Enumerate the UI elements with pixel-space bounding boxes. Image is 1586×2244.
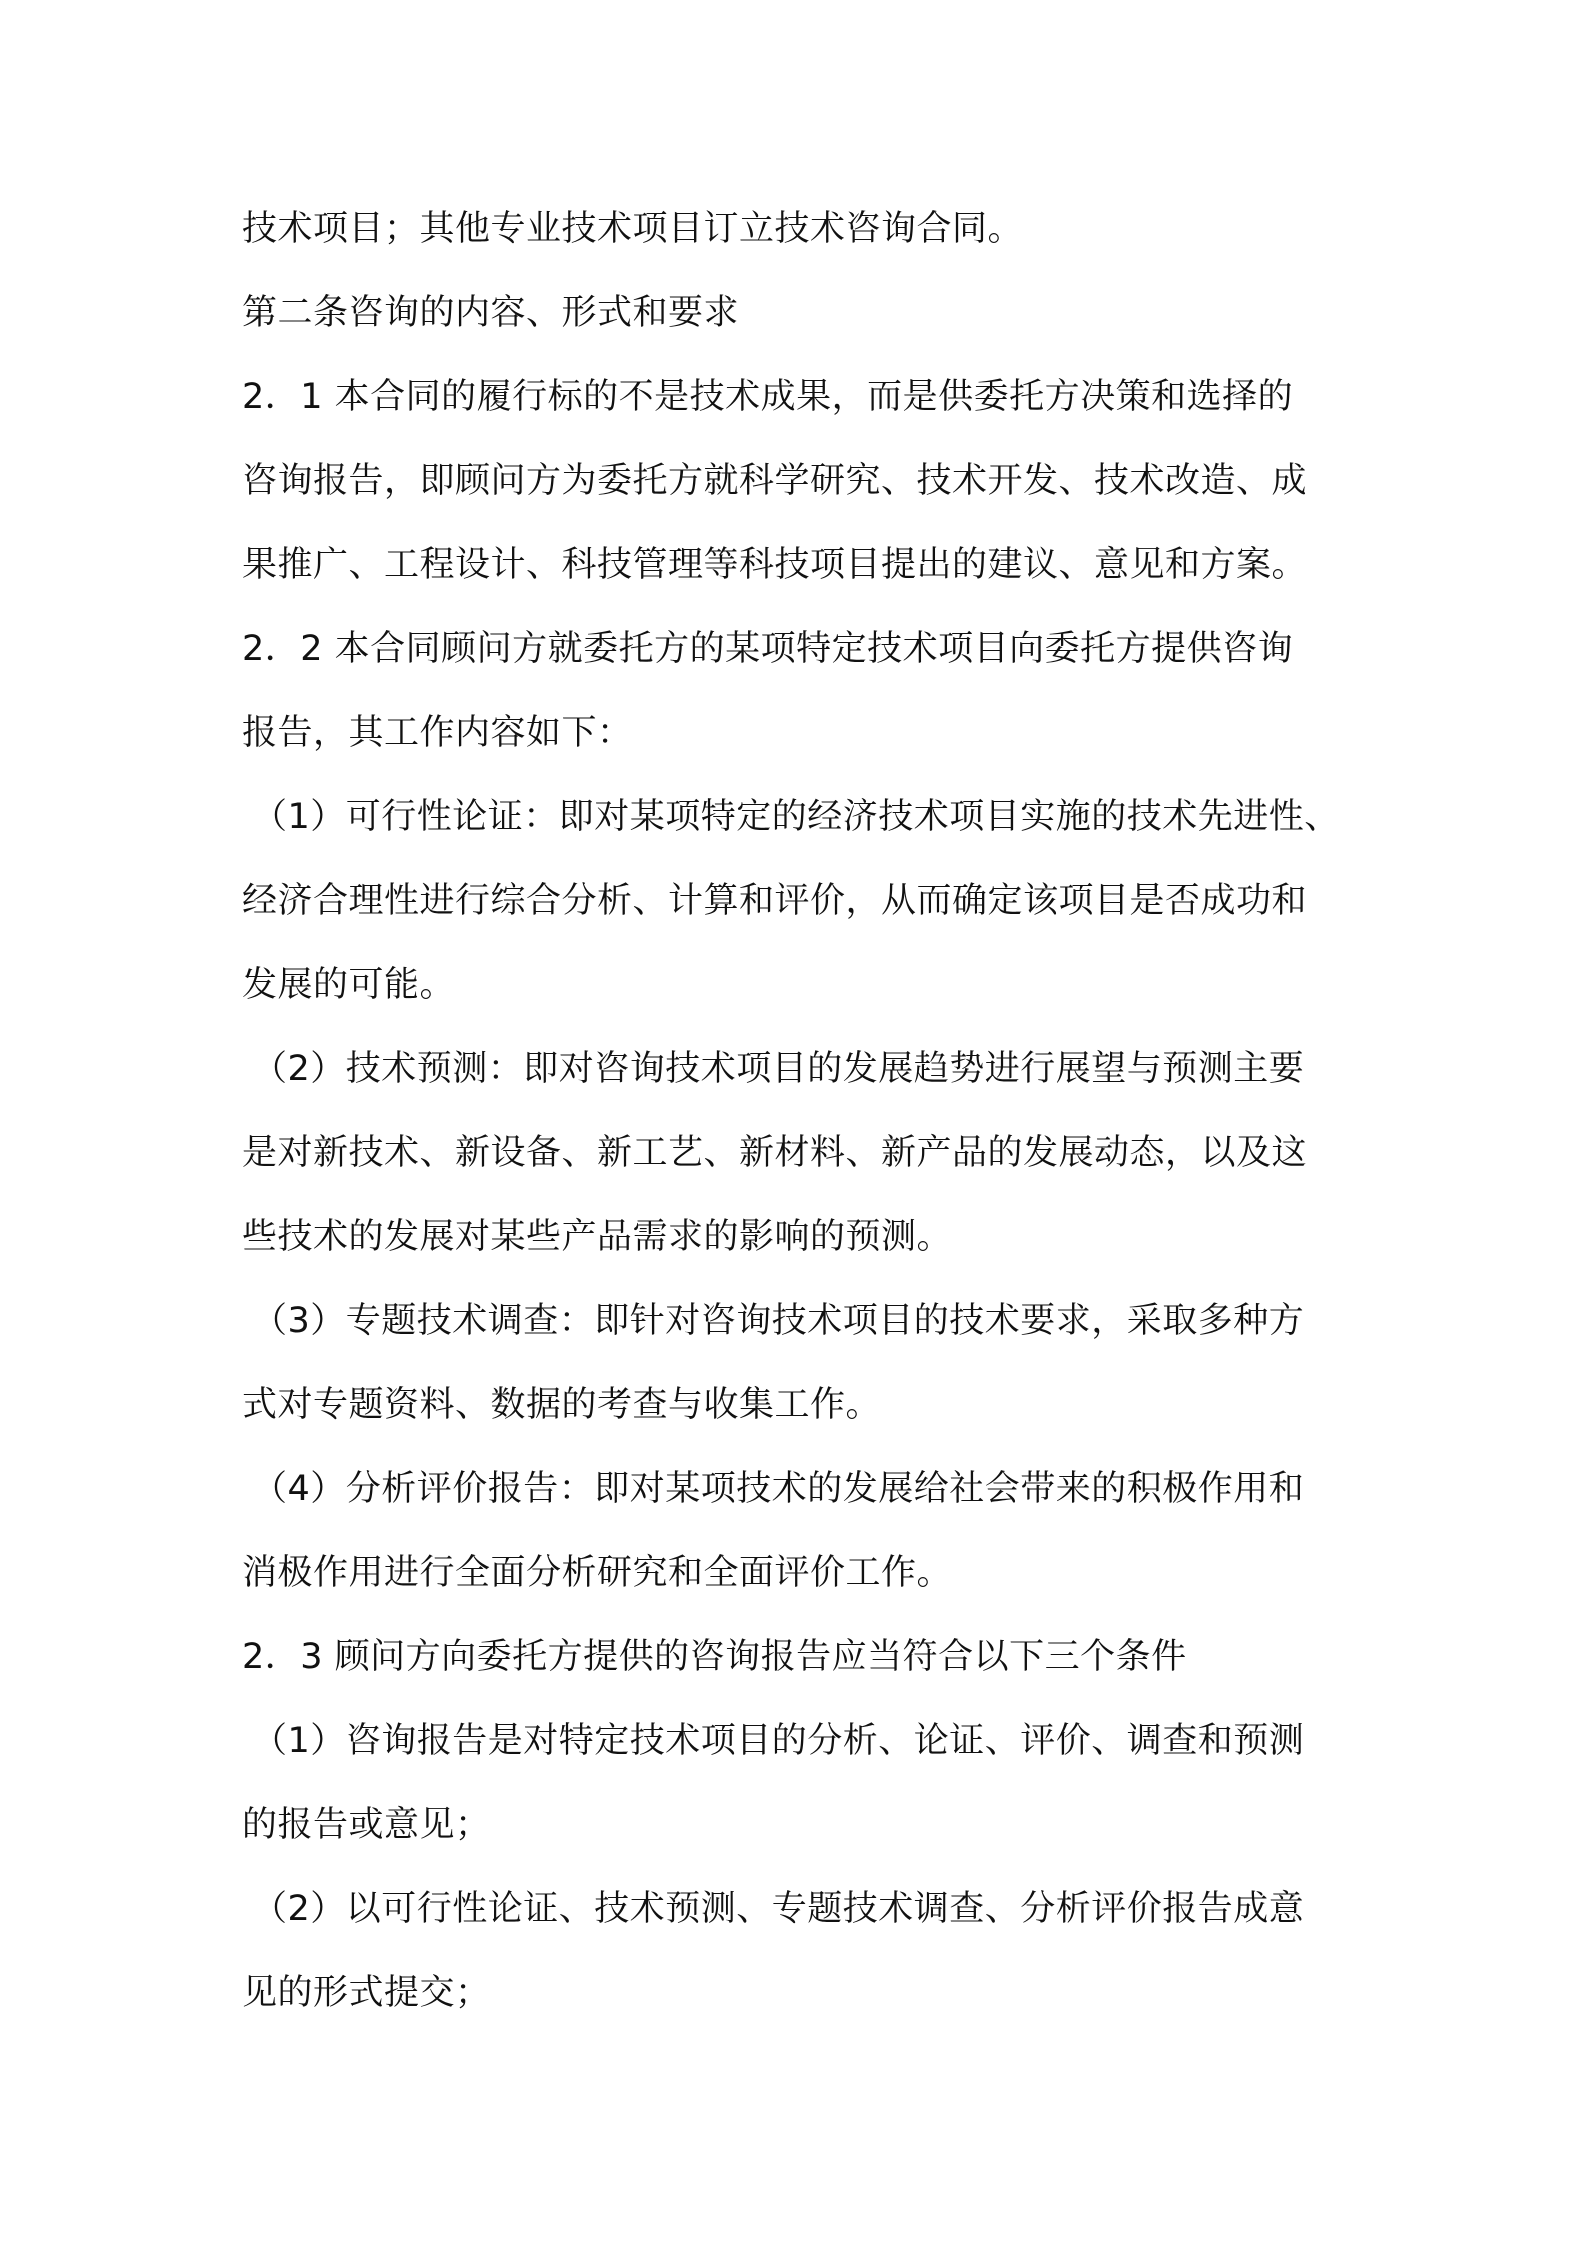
list-item: （4）分析评价报告：即对某项技术的发展给社会带来的积极作用和	[252, 1469, 1305, 1509]
text-line: 2．2 本合同顾问方就委托方的某项特定技术项目向委托方提供咨询	[242, 629, 1294, 669]
list-item: （1）咨询报告是对特定技术项目的分析、论证、评价、调查和预测	[252, 1721, 1305, 1761]
text-line: 报告，其工作内容如下：	[242, 713, 633, 753]
text-line: 2．3 顾问方向委托方提供的咨询报告应当符合以下三个条件	[242, 1637, 1187, 1677]
text-line: 消极作用进行全面分析研究和全面评价工作。	[242, 1553, 953, 1593]
list-item: （2）技术预测：即对咨询技术项目的发展趋势进行展望与预测主要	[252, 1049, 1305, 1089]
list-item: （1）可行性论证：即对某项特定的经济技术项目实施的技术先进性、	[252, 797, 1340, 837]
list-item: （3）专题技术调查：即针对咨询技术项目的技术要求，采取多种方	[252, 1301, 1305, 1341]
text-line: 技术项目；其他专业技术项目订立技术咨询合同。	[242, 209, 1024, 249]
text-line: 果推广、工程设计、科技管理等科技项目提出的建议、意见和方案。	[242, 545, 1308, 585]
text-line: 的报告或意见；	[242, 1805, 491, 1845]
text-line: 咨询报告，即顾问方为委托方就科学研究、技术开发、技术改造、成	[242, 461, 1308, 501]
section-heading: 第二条咨询的内容、形式和要求	[242, 293, 740, 333]
text-line: 式对专题资料、数据的考查与收集工作。	[242, 1385, 882, 1425]
text-line: 发展的可能。	[242, 965, 456, 1005]
text-line: 些技术的发展对某些产品需求的影响的预测。	[242, 1217, 953, 1257]
text-line: 是对新技术、新设备、新工艺、新材料、新产品的发展动态，以及这	[242, 1133, 1308, 1173]
text-line: 经济合理性进行综合分析、计算和评价，从而确定该项目是否成功和	[242, 881, 1308, 921]
list-item: （2）以可行性论证、技术预测、专题技术调查、分析评价报告成意	[252, 1889, 1305, 1929]
text-line: 2．1 本合同的履行标的不是技术成果，而是供委托方决策和选择的	[242, 377, 1294, 417]
text-line: 见的形式提交；	[242, 1973, 491, 2013]
